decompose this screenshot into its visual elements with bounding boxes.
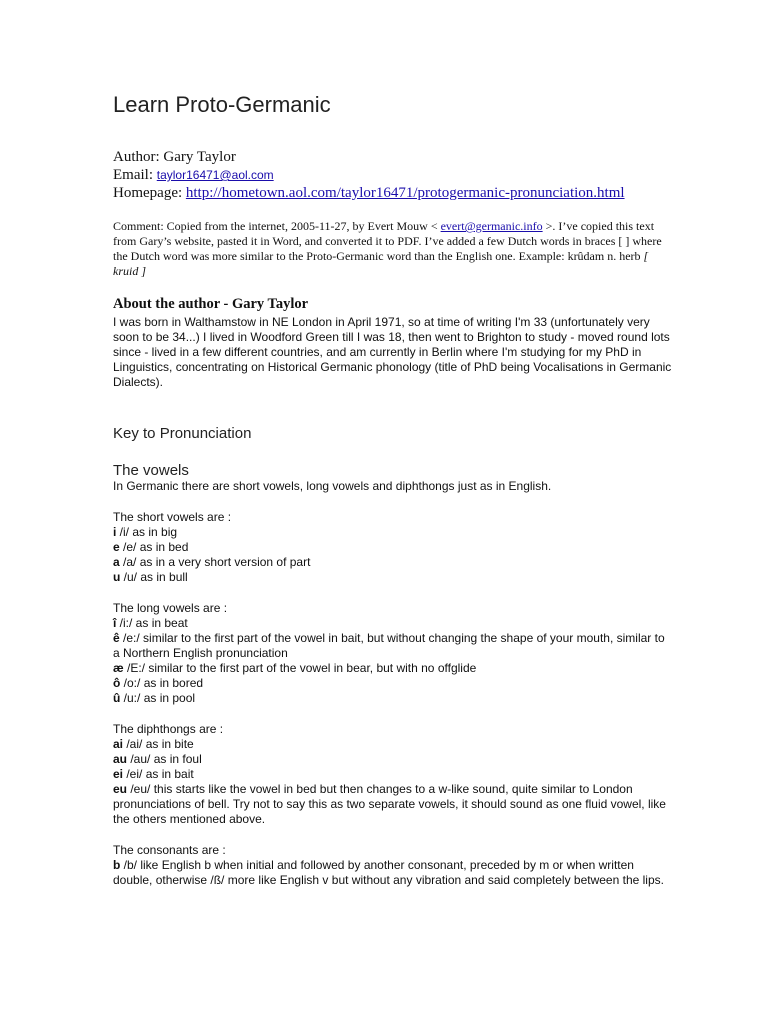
list-item-symbol: ai bbox=[113, 737, 124, 751]
list-item-desc: /u/ as in bull bbox=[120, 570, 188, 584]
author-line bbox=[113, 148, 673, 166]
list-item-desc: /e/ as in bed bbox=[119, 540, 189, 554]
list-item bbox=[113, 631, 673, 661]
list-item-desc: /i:/ as in beat bbox=[116, 616, 188, 630]
short-vowels-list bbox=[113, 510, 673, 585]
list-item-desc: /b/ like English b when initial and followed by another consonant, preceded by m or when written double, otherwise /ß/ more like English v but without any vibration and said completely between the lips. bbox=[113, 858, 664, 887]
list-item bbox=[113, 782, 673, 827]
list-item-desc: /au/ as in foul bbox=[127, 752, 202, 766]
list-item bbox=[113, 752, 673, 767]
homepage-line bbox=[113, 184, 673, 202]
diphthongs-list bbox=[113, 722, 673, 827]
list-item-desc: /u:/ as in pool bbox=[120, 691, 196, 705]
vowels-intro: In Germanic there are short vowels, long vowels and diphthongs just as in English. bbox=[113, 479, 552, 493]
comment-example-dutch: [ kruid ] bbox=[113, 249, 649, 278]
list-item-symbol: u bbox=[113, 570, 121, 584]
long-vowels-list bbox=[113, 601, 673, 706]
list-item bbox=[113, 525, 673, 540]
list-item-symbol: û bbox=[113, 691, 121, 705]
list-item bbox=[113, 570, 673, 585]
list-item-desc: /ei/ as in bait bbox=[123, 767, 194, 781]
list-item-desc: /ai/ as in bite bbox=[123, 737, 194, 751]
about-heading: About the author - Gary Taylor bbox=[113, 296, 309, 312]
short-vowels-intro: The short vowels are : bbox=[113, 510, 232, 524]
list-item-symbol: î bbox=[113, 616, 117, 630]
list-item bbox=[113, 661, 673, 676]
key-heading: Key to Pronunciation bbox=[113, 425, 252, 442]
list-item bbox=[113, 767, 673, 782]
email-label: Email: bbox=[113, 167, 153, 183]
long-vowels-intro: The long vowels are : bbox=[113, 601, 228, 615]
list-item-symbol: æ bbox=[113, 661, 124, 675]
list-item-desc: /e:/ similar to the first part of the vowel in bait, but without changing the shape of your mouth, similar to a Northern English pronunciation bbox=[113, 631, 665, 660]
vowels-heading: The vowels bbox=[113, 462, 189, 479]
list-item-symbol: eu bbox=[113, 782, 128, 796]
list-item-desc: /eu/ this starts like the vowel in bed but then changes to a w-like sound, quite similar to London pronunciations of bell. Try not to say this as two separate vowels, it should sound as one fluid vowel, like the others mentioned above. bbox=[113, 782, 666, 826]
comment-text-2: >. I’ve copied this text from Gary’s website, pasted it in Word, and converted it to PDF. I’ve added a few Dutch words in braces [ ] where the Dutch word was more similar to the Proto-Germanic word than the English one. Example: bbox=[113, 219, 662, 263]
list-item-desc: /a/ as in a very short version of part bbox=[119, 555, 311, 569]
consonants-list bbox=[113, 843, 673, 888]
list-item-desc: /o:/ as in bored bbox=[120, 676, 204, 690]
author-name: Gary Taylor bbox=[163, 149, 236, 165]
list-item bbox=[113, 737, 673, 752]
email-link[interactable]: taylor16471@aol.com bbox=[156, 168, 274, 182]
consonants-intro: The consonants are : bbox=[113, 843, 226, 857]
about-text: I was born in Walthamstow in NE London in April 1971, so at time of writing I'm 33 (unfortunately very soon to be 34...) I lived in Woodford Green till I was 18, then went to Brighton to study - moved round lots since - lived in a few different countries, and am currently in Berlin where I'm studying for my PhD in Linguistics, concentrating on Historical Germanic phonology (title of PhD being Vocalisations in Germanic Dialects). bbox=[113, 315, 672, 389]
list-item bbox=[113, 540, 673, 555]
author-label: Author: bbox=[113, 149, 160, 165]
list-item-symbol: i bbox=[113, 525, 117, 539]
page-title: Learn Proto-Germanic bbox=[113, 92, 331, 117]
homepage-label: Homepage: bbox=[113, 185, 183, 201]
list-item-symbol: au bbox=[113, 752, 128, 766]
list-item-symbol: ê bbox=[113, 631, 120, 645]
homepage-link[interactable]: http://hometown.aol.com/taylor16471/protogermanic-pronunciation.html bbox=[185, 185, 625, 201]
list-item-desc: /i/ as in big bbox=[116, 525, 178, 539]
list-item-symbol: e bbox=[113, 540, 120, 554]
list-item-symbol: ei bbox=[113, 767, 124, 781]
list-item-desc: /E:/ similar to the first part of the vowel in bear, but with no offglide bbox=[123, 661, 477, 675]
list-item-symbol: b bbox=[113, 858, 121, 872]
list-item bbox=[113, 858, 673, 888]
comment-paragraph bbox=[113, 219, 673, 279]
list-item bbox=[113, 555, 673, 570]
comment-example-word: krûdam n. herb bbox=[567, 249, 644, 263]
list-item bbox=[113, 691, 673, 706]
list-item bbox=[113, 676, 673, 691]
email-line bbox=[113, 166, 673, 184]
list-item-symbol: ô bbox=[113, 676, 121, 690]
diphthongs-intro: The diphthongs are : bbox=[113, 722, 224, 736]
comment-text-1: Comment: Copied from the internet, 2005-11-27, by Evert Mouw < bbox=[113, 219, 441, 233]
document-body bbox=[113, 92, 673, 888]
list-item bbox=[113, 616, 673, 631]
list-item-symbol: a bbox=[113, 555, 120, 569]
comment-email-link[interactable]: evert@germanic.info bbox=[440, 219, 543, 233]
